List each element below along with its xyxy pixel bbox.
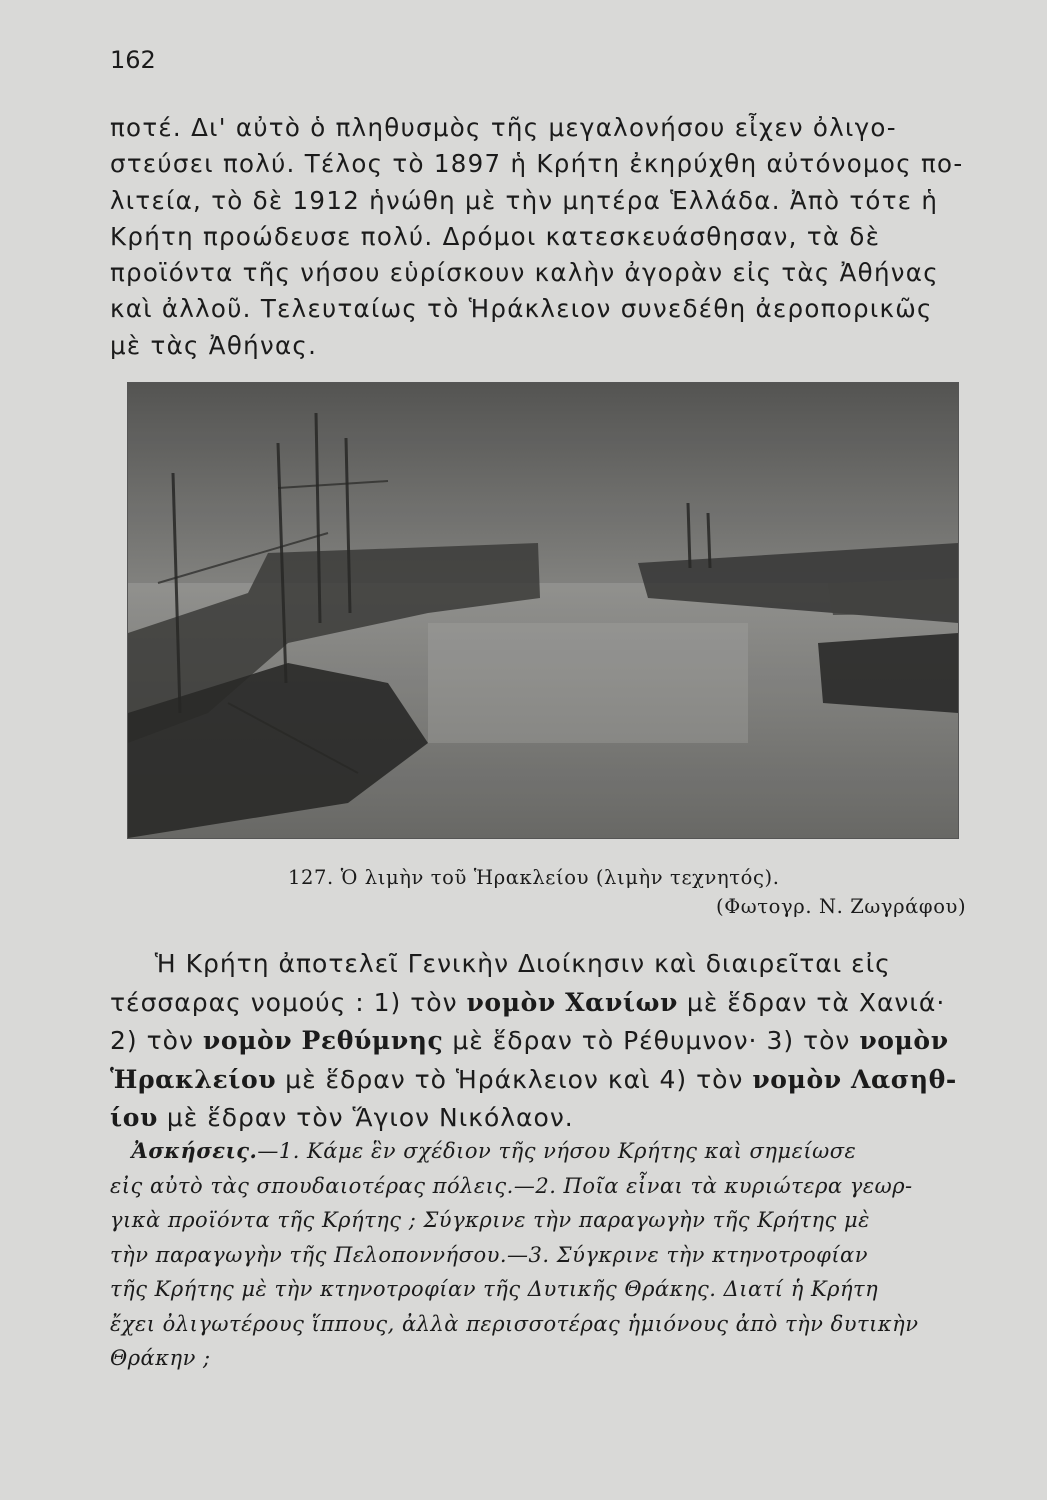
bold-term: νομὸν Χανίων bbox=[466, 987, 678, 1017]
bold-term: νομὸν Λασηθ- bbox=[752, 1064, 957, 1094]
text-segment: μὲ ἕδραν τὸ Ἡράκλειον καὶ 4) τὸν bbox=[276, 1064, 753, 1094]
text-line: μὲ τὰς Ἀθήνας. bbox=[110, 330, 318, 360]
bold-term: ίου bbox=[110, 1103, 158, 1132]
text-line: τὴν παραγωγὴν τῆς Πελοποννήσου.—3. Σύγκρινε τὴν κτηνοτροφίαν bbox=[110, 1242, 868, 1267]
text-line bbox=[110, 945, 990, 984]
text-line: γικὰ προϊόντα τῆς Κρήτης ; Σύγκρινε τὴν παραγωγὴν τῆς Κρήτης μὲ bbox=[110, 1208, 870, 1232]
bold-term: νομὸν bbox=[859, 1026, 949, 1055]
text-segment: —1. Κάμε ἓν σχέδιον τῆς νήσου Κρήτης καὶ σημείωσε bbox=[257, 1139, 857, 1163]
text-segment: 2) τὸν bbox=[110, 1026, 203, 1055]
exercises-heading: Ἀσκήσεις. bbox=[131, 1138, 258, 1163]
text-line: προϊόντα τῆς νήσου εὑρίσκουν καλὴν ἀγορὰν εἰς τὰς Ἀθήνας bbox=[110, 258, 939, 288]
bold-term: νομὸν Ρεθύμνης bbox=[202, 1026, 444, 1055]
text-line bbox=[110, 1022, 990, 1061]
text-segment: μὲ ἕδραν τὸν Ἅγιον Νικόλαον. bbox=[157, 1103, 574, 1132]
text-line: Κρήτη προώδευσε πολύ. Δρόμοι κατεσκευάσθησαν, τὰ δὲ bbox=[110, 221, 881, 251]
page-number: 162 bbox=[110, 46, 156, 74]
administration-paragraph bbox=[110, 945, 990, 1138]
intro-paragraph bbox=[110, 110, 980, 364]
text-line: ἔχει ὀλιγωτέρους ἵππους, ἀλλὰ περισσοτέρας ἡμιόνους ἀπὸ τὴν δυτικὴν bbox=[110, 1311, 919, 1336]
figure-caption: 127. Ὁ λιμὴν τοῦ Ἡρακλείου (λιμὴν τεχνητός). bbox=[288, 866, 780, 889]
text-line: λιτεία, τὸ δὲ 1912 ἡνώθη μὲ τὴν μητέρα Ἑλλάδα. Ἀπὸ τότε ἡ bbox=[110, 185, 939, 215]
harbor-photograph bbox=[128, 383, 958, 838]
harbor-photo-illustration bbox=[128, 383, 958, 838]
text-segment: μὲ ἕδραν τὸ Ρέθυμνον· 3) τὸν bbox=[443, 1026, 860, 1055]
text-segment: Ἡ Κρήτη ἀποτελεῖ Γενικὴν Διοίκησιν καὶ διαιρεῖται εἰς bbox=[154, 949, 891, 978]
text-line: καὶ ἀλλοῦ. Τελευταίως τὸ Ἡράκλειον συνεδέθη ἀεροπορικῶς bbox=[110, 294, 933, 324]
text-segment: μὲ ἕδραν τὰ Χανιά· bbox=[677, 987, 946, 1017]
text-line: εἰς αὐτὸ τὰς σπουδαιοτέρας πόλεις.—2. Ποῖα εἶναι τὰ κυριώτερα γεωρ- bbox=[110, 1173, 913, 1198]
text-line: στεύσει πολύ. Τέλος τὸ 1897 ἡ Κρήτη ἐκηρύχθη αὐτόνομος πο- bbox=[110, 149, 964, 179]
text-line: τῆς Κρήτης μὲ τὴν κτηνοτροφίαν τῆς Δυτικῆς Θράκης. Διατί ἡ Κρήτη bbox=[110, 1277, 879, 1301]
text-line: Θράκην ; bbox=[110, 1346, 211, 1370]
text-line bbox=[110, 1061, 990, 1100]
text-segment: τέσσαρας νομούς : 1) τὸν bbox=[110, 987, 467, 1017]
text-line: ποτέ. Δι' αὐτὸ ὁ πληθυσμὸς τῆς μεγαλονήσου εἶχεν ὀλιγο- bbox=[110, 113, 897, 142]
text-line bbox=[110, 984, 990, 1023]
exercises-block bbox=[110, 1134, 990, 1376]
text-line bbox=[110, 1099, 990, 1138]
bold-term: Ἡρακλείου bbox=[110, 1064, 277, 1094]
text-line bbox=[110, 1134, 990, 1169]
photo-credit: (Φωτογρ. Ν. Ζωγράφου) bbox=[716, 895, 967, 918]
